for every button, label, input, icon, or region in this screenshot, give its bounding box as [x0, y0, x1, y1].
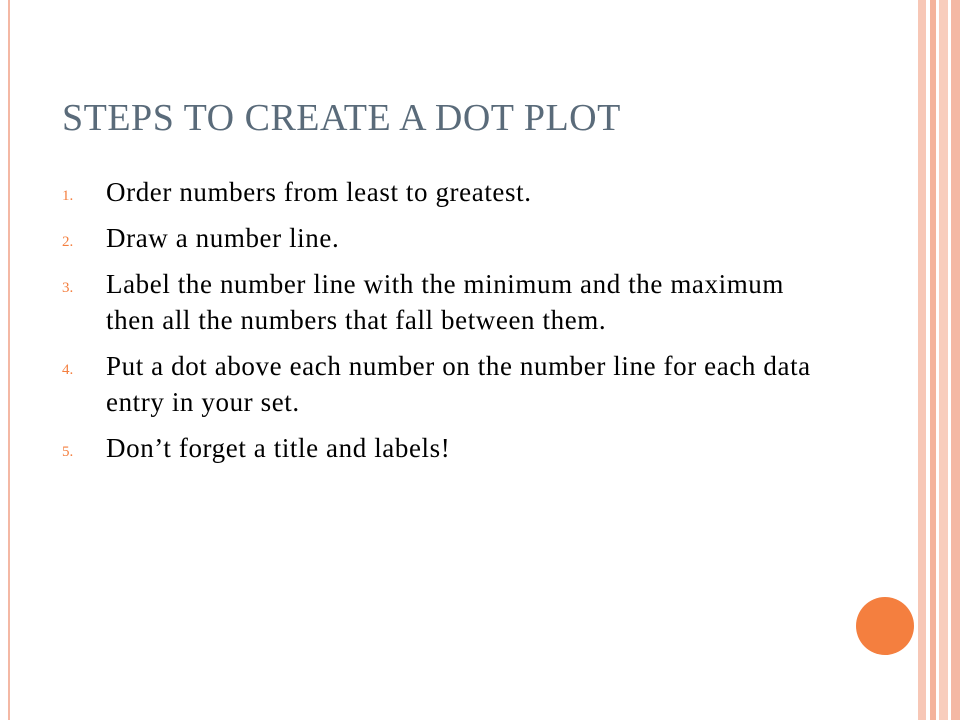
step-item — [62, 430, 822, 466]
step-text: Don’t forget a title and labels! — [106, 433, 451, 463]
right-decor-stripe — [918, 0, 926, 720]
left-border-line — [8, 0, 10, 720]
decorative-circle — [856, 597, 914, 655]
step-text: Order numbers from least to greatest. — [106, 177, 532, 207]
right-decor-stripe — [951, 0, 960, 720]
step-text: Put a dot above each number on the number line for each data entry in your set. — [106, 351, 811, 417]
step-number: 1. — [62, 188, 74, 204]
step-number: 4. — [62, 362, 74, 378]
step-item — [62, 266, 822, 338]
step-text: Label the number line with the minimum and the maximum then all the numbers that fall between them. — [106, 269, 785, 335]
right-decor-stripe — [939, 0, 948, 720]
step-item — [62, 348, 822, 420]
step-number: 2. — [62, 234, 74, 250]
steps-list — [62, 174, 822, 476]
step-number: 5. — [62, 444, 74, 460]
slide-title: STEPS TO CREATE A DOT PLOT — [62, 97, 621, 139]
step-number: 3. — [62, 280, 74, 296]
step-item — [62, 174, 822, 210]
step-text: Draw a number line. — [106, 223, 340, 253]
step-item — [62, 220, 822, 256]
